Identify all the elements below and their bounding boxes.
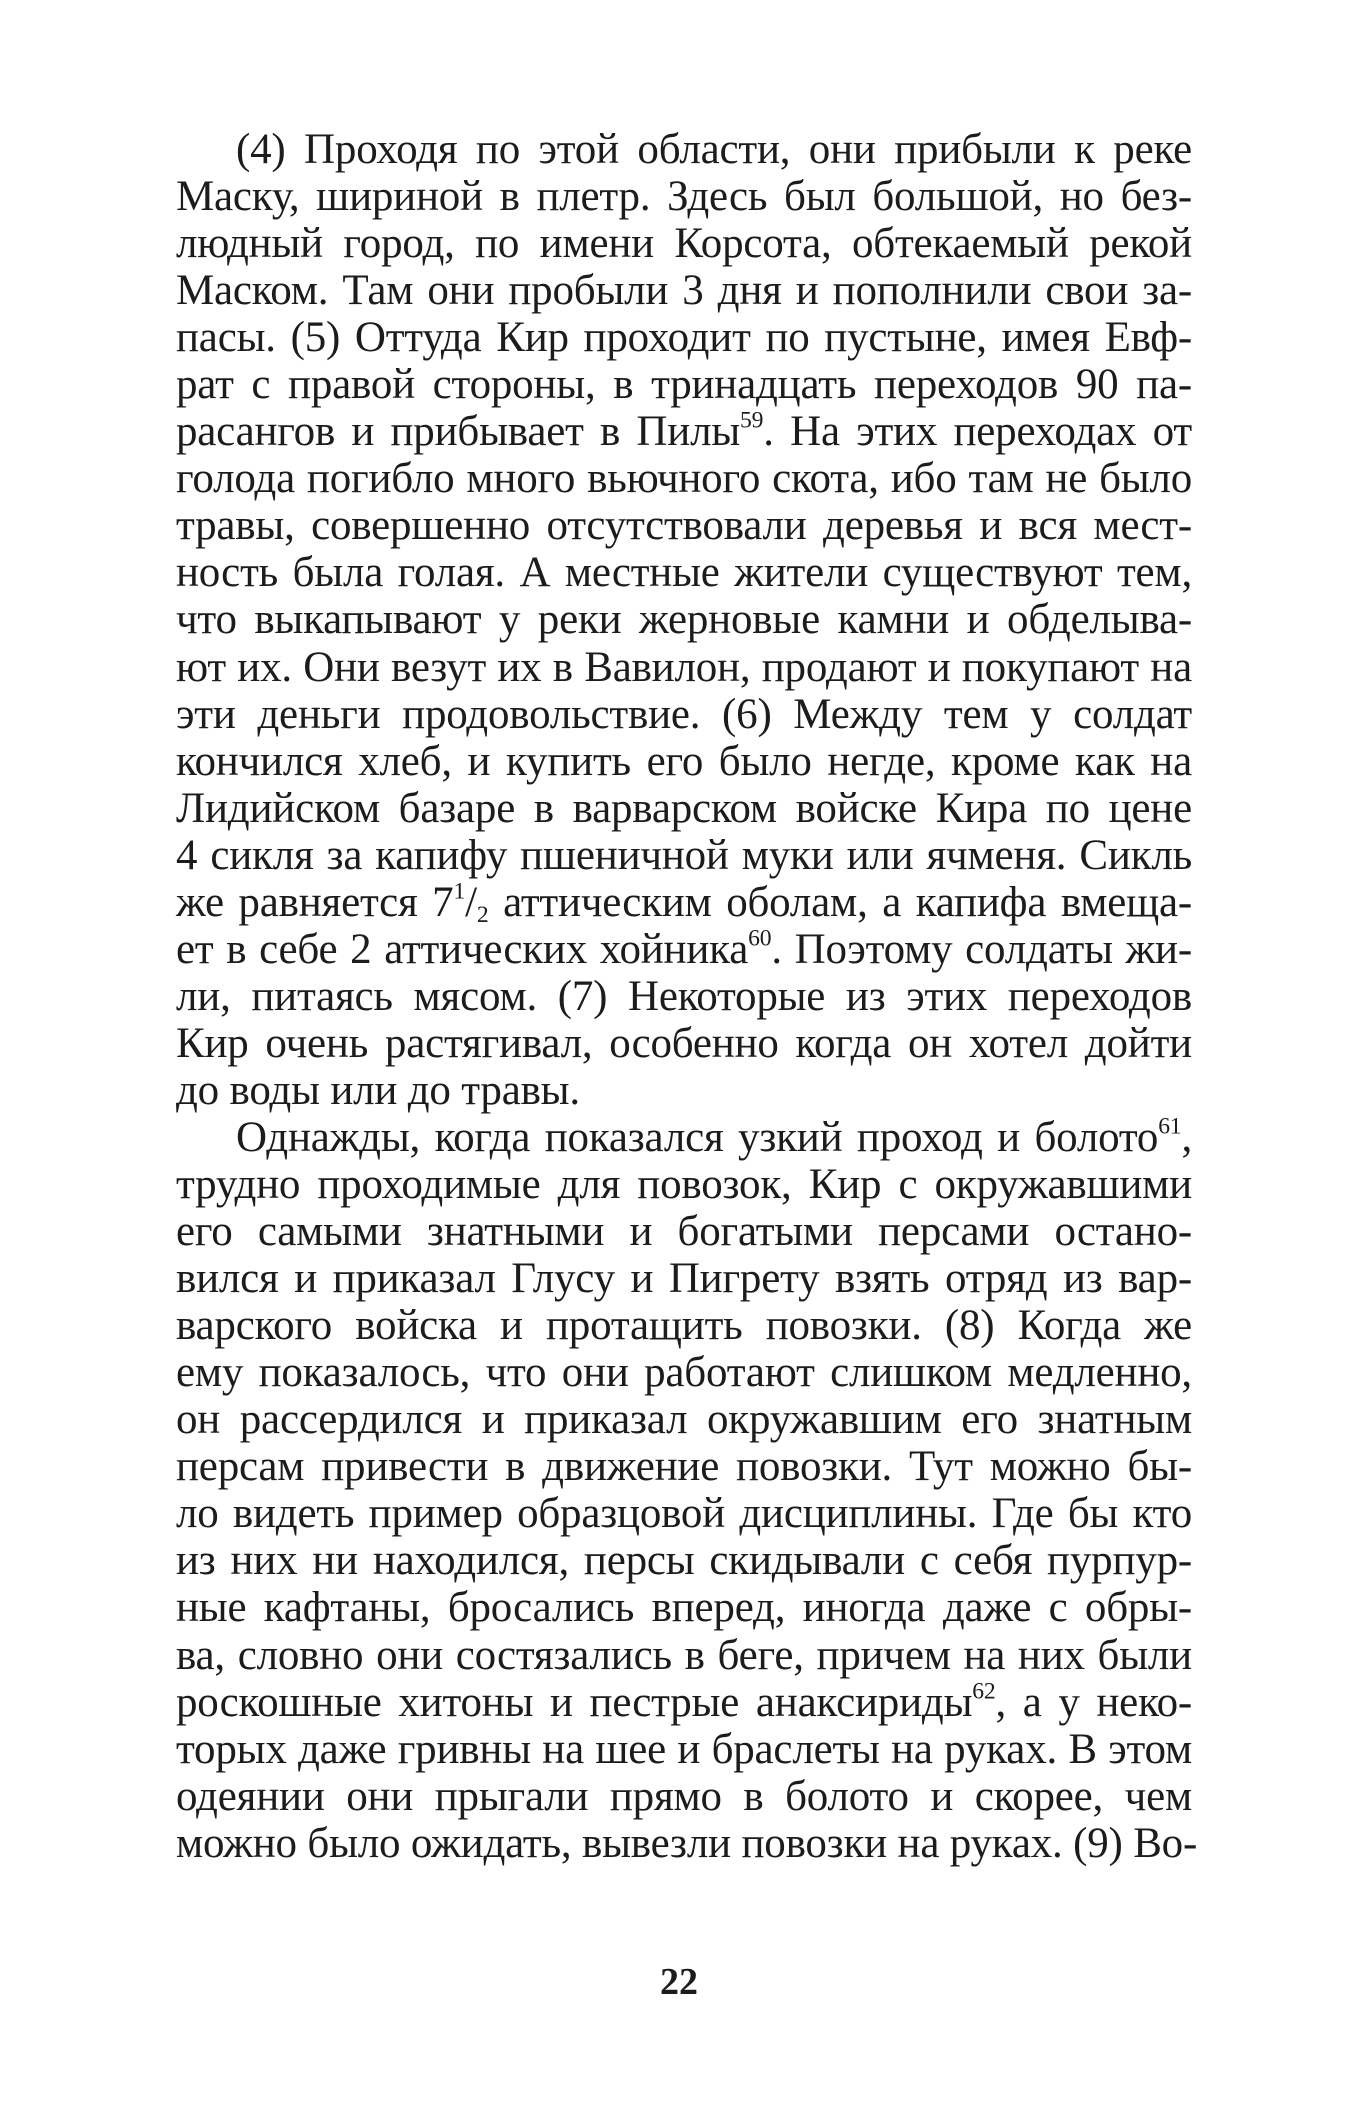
text-segment: (4) Проходя по этой области, они прибыли к реке: [236, 126, 1192, 173]
text-line: [176, 361, 1192, 408]
text-segment: Однажды, когда показался узкий проход и болото: [236, 1113, 1159, 1161]
text-line: [176, 1773, 1192, 1820]
text-line: [176, 1396, 1192, 1443]
text-line: [176, 1302, 1192, 1349]
text-line: [176, 1161, 1192, 1208]
text-line: [176, 1349, 1192, 1396]
text-segment: можно было ожидать, вывезли повозки на руках. (9) Во-: [176, 1819, 1198, 1867]
footnote-ref: 59: [740, 407, 764, 434]
text-line: [176, 1443, 1192, 1490]
text-segment: эти деньги продовольствие. (6) Между тем у солдат: [176, 690, 1192, 738]
text-segment: ли, питаясь мясом. (7) Некоторые из этих переходов: [176, 972, 1192, 1020]
text-line: [176, 1114, 1192, 1161]
text-line: [176, 738, 1192, 785]
text-line: [176, 1255, 1192, 1302]
text-segment: расангов и прибывает в Пилы: [176, 408, 741, 456]
text-line: [176, 173, 1192, 220]
text-segment: персам привести в движение повозки. Тут можно бы-: [176, 1443, 1192, 1491]
text-segment: ,: [1181, 1113, 1192, 1161]
text-line: [176, 926, 1192, 973]
footnote-ref: 60: [748, 925, 772, 952]
text-segment: что выкапывают у реки жерновые камни и обделыва-: [176, 596, 1192, 644]
text-segment: ные кафтаны, бросались вперед, иногда даже с обры-: [176, 1584, 1192, 1632]
text-line: [176, 1632, 1192, 1679]
footnote-ref: 61: [1158, 1113, 1182, 1140]
footnote-ref: 62: [972, 1677, 996, 1704]
text-line: [176, 1208, 1192, 1255]
text-segment: вился и приказал Глусу и Пигрету взять отряд из вар-: [176, 1255, 1192, 1303]
text-line: [176, 1819, 1198, 1867]
text-segment: голода погибло много вьючного скота, ибо там не было: [176, 455, 1192, 503]
paragraph: [176, 1113, 1198, 1867]
text-segment: Кир очень растягивал, особенно когда он хотел дойти: [176, 1019, 1192, 1067]
fraction-denominator: 2: [476, 901, 489, 928]
text-line: [176, 973, 1192, 1020]
text-segment: людный город, по имени Корсота, обтекаемый рекой: [176, 220, 1192, 268]
page-body: [176, 126, 1198, 1867]
text-segment: он рассердился и приказал окружавшим его знатным: [176, 1396, 1192, 1444]
text-line: [176, 1679, 1192, 1726]
text-line: [176, 879, 1192, 926]
text-line: [176, 502, 1192, 549]
text-line: [176, 1020, 1192, 1067]
text-segment: рат с правой стороны, в тринадцать переходов 90 па-: [176, 361, 1192, 409]
text-segment: ет в себе 2 аттических хойника: [176, 925, 749, 973]
text-line: [176, 1726, 1192, 1773]
text-segment: . Поэтому солдаты жи-: [771, 925, 1192, 973]
text-segment: Маском. Там они пробыли 3 дня и пополнили свои за-: [176, 267, 1192, 315]
text-segment: варского войска и протащить повозки. (8) Когда же: [176, 1302, 1192, 1350]
text-line: [176, 1490, 1192, 1537]
text-segment: , а у неко-: [995, 1678, 1192, 1726]
text-segment: Маску, шириной в плетр. Здесь был большой, но без-: [176, 173, 1192, 221]
text-segment: одеянии они прыгали прямо в болото и скорее, чем: [176, 1772, 1192, 1820]
text-line: [176, 1067, 1192, 1114]
text-segment: ему показалось, что они работают слишком медленно,: [176, 1349, 1192, 1397]
text-line: [176, 455, 1192, 502]
text-segment: же равняется 7: [176, 878, 454, 926]
text-line: [176, 691, 1192, 738]
text-segment: . На этих переходах от: [763, 408, 1192, 456]
text-segment: пасы. (5) Оттуда Кир проходит по пустыне, имея Евф-: [176, 314, 1192, 362]
text-segment: его самыми знатными и богатыми персами остано-: [176, 1208, 1192, 1256]
text-line: [176, 220, 1192, 267]
text-line: [176, 126, 1192, 173]
text-line: [176, 549, 1192, 596]
text-segment: ло видеть пример образцовой дисциплины. Где бы кто: [176, 1490, 1192, 1538]
text-line: [176, 596, 1192, 643]
text-line: [176, 1537, 1192, 1584]
text-segment: торых даже гривны на шее и браслеты на руках. В этом: [176, 1725, 1192, 1773]
text-line: [176, 832, 1192, 879]
text-segment: трудно проходимые для повозок, Кир с окружавшими: [176, 1161, 1192, 1209]
text-segment: /: [465, 878, 477, 926]
text-segment: 4 сикля за капифу пшеничной муки или ячменя. Сикль: [176, 831, 1192, 879]
text-segment: роскошные хитоны и пестрые анаксириды: [176, 1678, 973, 1726]
text-segment: Лидийском базаре в варварском войске Кира по цене: [176, 784, 1192, 832]
text-segment: из них ни находился, персы скидывали с себя пурпур-: [176, 1537, 1192, 1585]
text-line: [176, 1584, 1192, 1631]
text-segment: ва, словно они состязались в беге, причем на них были: [176, 1631, 1192, 1679]
text-segment: кончился хлеб, и купить его было негде, кроме как на: [176, 737, 1192, 785]
text-line: [176, 267, 1192, 314]
text-segment: травы, совершенно отсутствовали деревья и вся мест-: [176, 502, 1192, 550]
text-line: [176, 644, 1192, 691]
page-number: 22: [660, 1961, 698, 2003]
text-line: [176, 408, 1192, 455]
text-segment: до воды или до травы.: [176, 1066, 580, 1114]
text-line: [176, 785, 1192, 832]
text-segment: ность была голая. А местные жители существуют тем,: [176, 549, 1192, 597]
text-line: [176, 314, 1192, 361]
text-segment: аттическим оболам, а капифа вмеща-: [488, 878, 1193, 926]
paragraph: [176, 126, 1192, 1114]
text-segment: ют их. Они везут их в Вавилон, продают и покупают на: [176, 643, 1192, 691]
footnote-ref: 1: [453, 878, 466, 905]
